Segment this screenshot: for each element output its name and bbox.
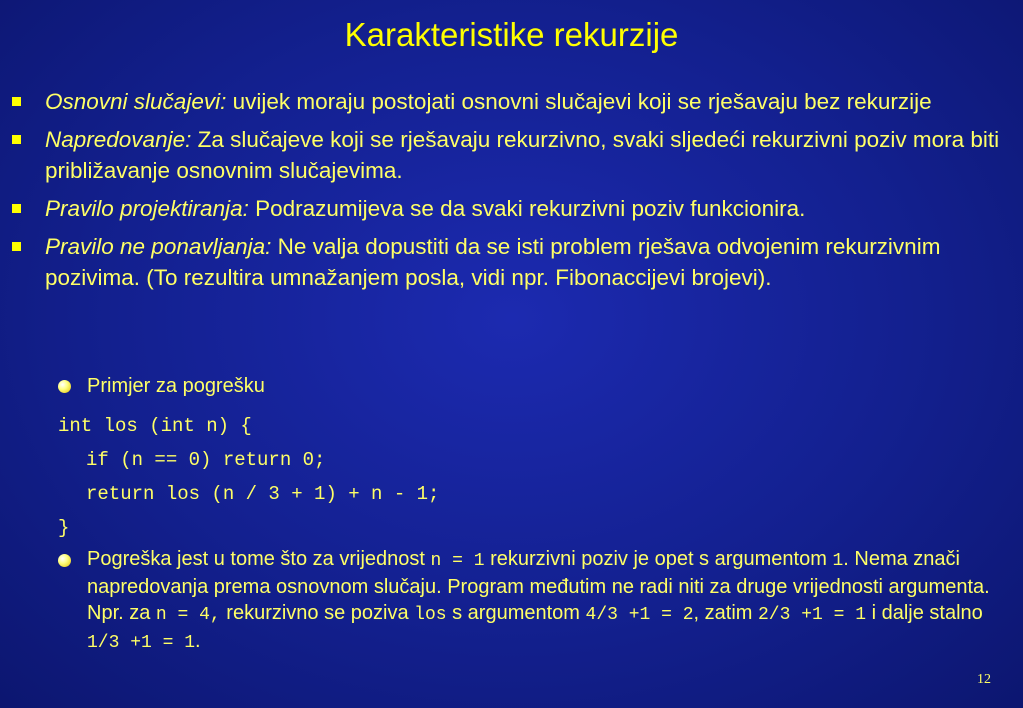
bullet-text: Ne valja dopustiti da se isti problem rješava odvojenim rekurzivnim pozivima. (To rezultira umnažanjem posla, vidi npr. Fibonaccijevi brojevi). [45, 234, 941, 290]
code-run: 2/3 +1 = 1 [758, 605, 867, 625]
explanation-text [87, 546, 1008, 656]
bullet-text: Za slučajeve koji se rješavaju rekurzivno, svaki sljedeći rekurzivni poziv mora biti približavanje osnovnim slučajevima. [45, 127, 1000, 183]
text-run: i dalje stalno [866, 602, 983, 624]
bullet-text: uvijek moraju postojati osnovni slučajevi koji se rješavaju bez rekurzije [226, 89, 932, 114]
code-line: return los (n / 3 + 1) + n - 1; [86, 483, 440, 505]
text-run: . Nema znači napredovanja prema osnovnom slučaju. Program međutim ne radi niti za druge vrijednosti argumenta. Npr. za [87, 548, 990, 624]
bullet-list [12, 86, 1002, 300]
bullet-text: Podrazumijeva se da svaki rekurzivni poziv funkcionira. [248, 196, 806, 221]
code-line: int los (int n) { [58, 415, 252, 437]
square-bullet-icon [12, 135, 21, 144]
slide-title: Karakteristike rekurzije [344, 16, 679, 53]
round-bullet-icon [58, 380, 71, 393]
text-run: . [195, 630, 201, 652]
square-bullet-icon [12, 97, 21, 106]
sub-bullet-explanation [58, 546, 1008, 656]
code-run: los [414, 605, 447, 625]
bullet-item [12, 86, 1002, 117]
square-bullet-icon [12, 242, 21, 251]
text-run: , zatim [693, 602, 758, 624]
bullet-label: Napredovanje: [45, 127, 192, 152]
code-line: if (n == 0) return 0; [86, 449, 326, 471]
bullet-label: Pravilo ne ponavljanja: [45, 234, 272, 259]
text-run: s argumentom [446, 602, 586, 624]
text-run: rekurzivno se poziva [220, 602, 415, 624]
bullet-item [12, 231, 1002, 293]
sub-bullet-text: Primjer za pogrešku [87, 375, 265, 397]
code-line: } [58, 517, 70, 539]
code-run: 1 [832, 551, 844, 571]
page-number: 12 [977, 672, 991, 687]
text-run: Pogreška jest u tome što za vrijednost [87, 548, 431, 570]
code-run: 1/3 +1 = 1 [87, 633, 196, 653]
sub-bullet-example [58, 372, 265, 400]
code-run: 4/3 +1 = 2 [585, 605, 694, 625]
code-run: n = 4, [155, 605, 221, 625]
bullet-item [12, 193, 1002, 224]
bullet-label: Pravilo projektiranja: [45, 196, 249, 221]
bullet-item [12, 124, 1002, 186]
code-run: n = 1 [430, 551, 485, 571]
square-bullet-icon [12, 204, 21, 213]
round-bullet-icon [58, 554, 71, 567]
bullet-label: Osnovni slučajevi: [45, 89, 227, 114]
text-run: rekurzivni poziv je opet s argumentom [484, 548, 833, 570]
